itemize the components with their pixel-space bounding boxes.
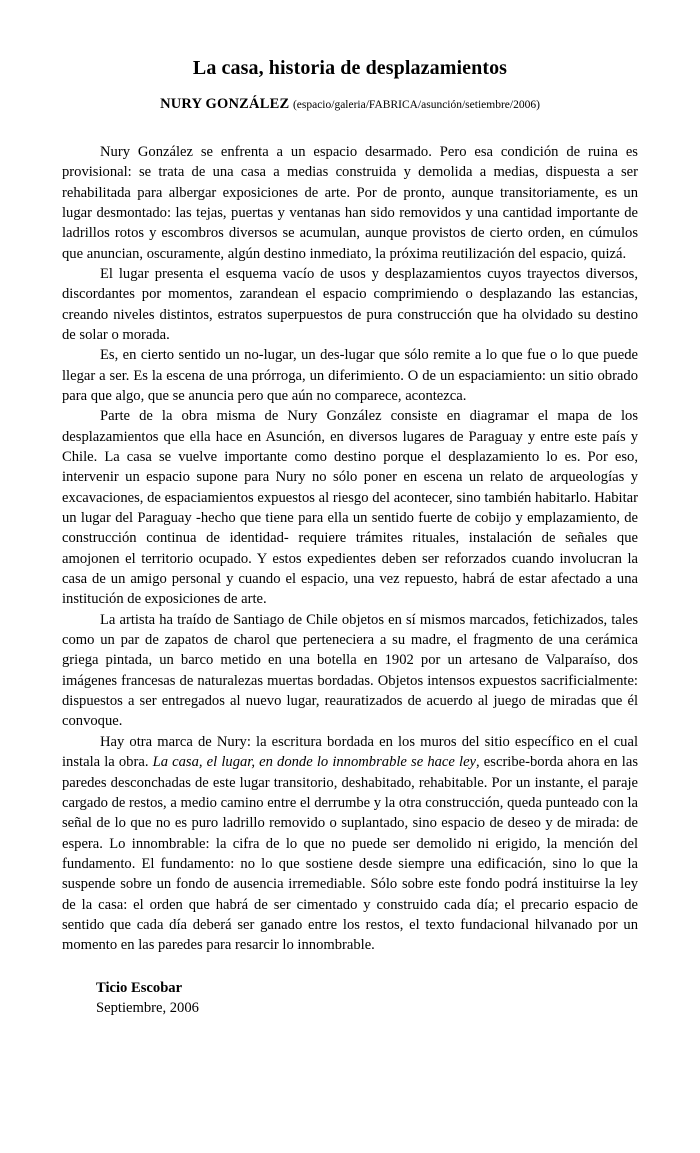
byline — [62, 80, 638, 114]
body-text — [62, 114, 638, 1018]
signature-block — [62, 956, 638, 1019]
page-title: La casa, historia de desplazamientos — [192, 57, 508, 79]
paragraph: La artista ha traído de Santiago de Chile objetos en sí mismos marcados, fetichizados, tales como un par de zapatos de charol que perteneciera a su madre, el fragmento de una cerámica griega pintada, un barco metido en una botella en 1902 por un artesano de Valparaíso, dos imágenes francesas de naturalezas muertas bordadas. Objetos intensos expuestos sacrificialmente: dispuestos a ser entregados al nuevo lugar, reauratizados de acuerdo al juego de miradas que él convoque. — [62, 611, 638, 730]
paragraph-lead: Hay otra marca de Nury: la escritura bordada en los muros del sitio específico en el cual instala la obra. — [62, 733, 638, 771]
paragraph: El lugar presenta el esquema vacío de usos y desplazamientos cuyos trayectos diversos, discordantes por momentos, zarandean el espacio comprimiendo o desplazando las estancias, creando niveles distintos, estratos superpuestos de pura construcción que ha olvidado su destino de solar o morada. — [62, 265, 638, 343]
signature-date: Septiembre, 2006 — [96, 999, 199, 1016]
signature-name: Ticio Escobar — [96, 979, 183, 996]
paragraph: Nury González se enfrenta a un espacio desarmado. Pero esa condición de ruina es provisional: se trata de una casa a medias construida y demolida a medias, dispuesta a ser rehabilitada para albergar exposiciones de arte. Por de pronto, aunque transitoriamente, es un lugar desmontado: las tejas, puertas y ventanas han sido removidos y una cantidad importante de ladrillos rotos y escombros diversos se acumulan, aunque provistos de cierto orden, en cúmulos que anuncian, oscuramente, algún destino inmediato, la próxima reutilización del espacio, quizá. — [62, 143, 638, 262]
paragraph-rest: , escribe-borda ahora en las paredes desconchadas de este lugar transitorio, deshabitado, rehabitable. Por un instante, el paraje cargado de restos, a medio camino entre el derrumbe y la otra construcción, queda punteado con la señal de lo que no es puro ladrillo removido o suplantado, sino espacio de deseo y de mirada: de espera. Lo innombrable: la cifra de lo que no puede ser demolido ni erigido, la mención del fundamento. El fundamento: no lo que sostiene desde siempre una edificación, sino lo que la suspende sobre un fondo de ausencia irremediable. Sólo sobre este fondo podrá instituirse la ley de la casa: el orden que habrá de ser cimentado y construido cada día; el precario espacio de sentido que cada día deberá ser ganado entre los restos, el texto fundacional hilvanado por un momento en las paredes para resarcir lo innombrable. — [62, 754, 639, 954]
paragraph: Parte de la obra misma de Nury González consiste en diagramar el mapa de los desplazamientos que ella hace en Asunción, en diversos lugares de Paraguay y entre este país y Chile. La casa se vuelve importante como destino porque el desplazamiento lo es. Por eso, intervenir un espacio supone para Nury no sólo poner en escena un relato de arqueologías y excavaciones, de espaciamientos expuestos al riesgo del acontecer, sino también habitarlo. Habitar un lugar del Paraguay -hecho que tiene para ella un sentido fuerte de cobijo y emplazamiento, de construcción continua de identidad- requiere trámites rituales, instalación de señales que amojonen el territorio ocupado. Y estos expedientes deben ser reforzados cuando involucran la casa de un amigo personal y cuando el espacio, una vez repuesto, habrá de estar afectado a una institución de exposiciones de arte. — [62, 408, 638, 608]
embroidered-phrase-italic: La casa, el lugar, en donde lo innombrable se hace ley — [152, 754, 477, 771]
paragraph: Es, en cierto sentido un no-lugar, un des-lugar que sólo remite a lo que fue o lo que puede llegar a ser. Es la escena de una prórroga, un diferimiento. O de un espaciamiento: un sitio obrado para que algo, que se anuncia pero que aún no comparece, acontezca. — [62, 347, 638, 404]
byline-meta: (espacio/galeria/FABRICA/asunción/setiembre/2006) — [292, 99, 540, 111]
paragraph-with-quote — [62, 732, 638, 956]
document-content — [62, 0, 638, 1018]
byline-author: NURY GONZÁLEZ — [160, 96, 290, 112]
